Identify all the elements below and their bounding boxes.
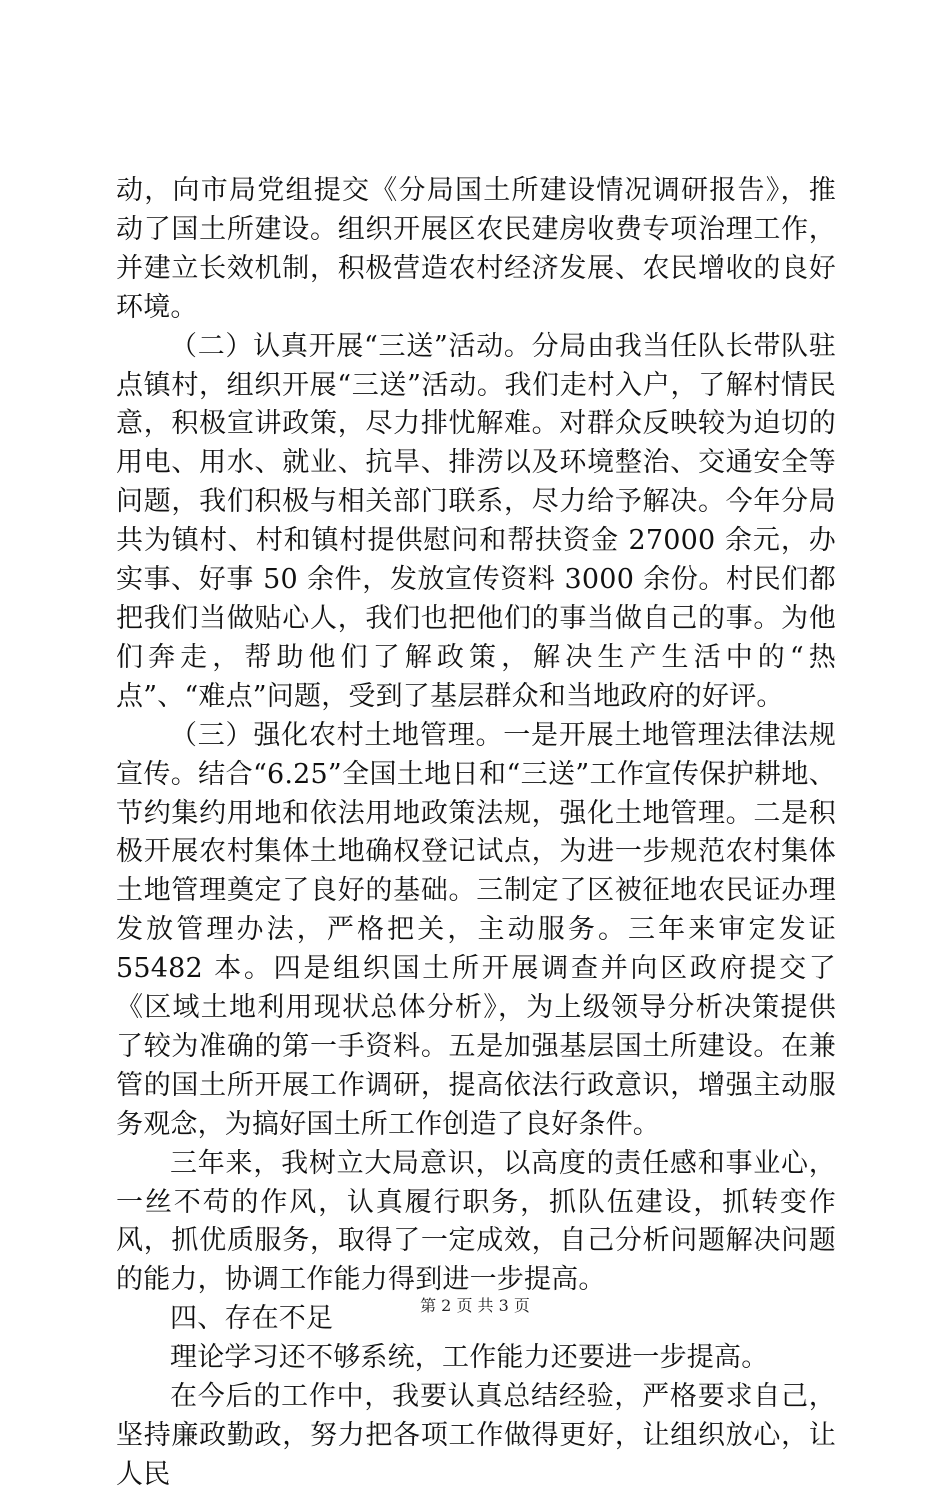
section-heading-shortcomings: 四、存在不足	[170, 1303, 334, 1335]
paragraph-continuation: 动，向市局党组提交《分局国土所建设情况调研报告》，推动了国土所建设。组织开展区农民建房收费专项治理工作，并建立长效机制，积极营造农村经济发展、农民增收的良好环境。	[116, 175, 836, 323]
paragraph-three-send-activity: （二）认真开展“三送”活动。分局由我当任队长带队驻点镇村，组织开展“三送”活动。我们走村入户，了解村情民意，积极宣讲政策，尽力排忧解难。对群众反映较为迫切的用电、用水、就业、抗旱、排涝以及环境整治、交通安全等问题，我们积极与相关部门联系，尽力给予解决。今年分局共为镇村、村和镇村提供慰问和帮扶资金 27000 余元，办实事、好事 50 余件，发放宣传资料 3000 余份。村民们都把我们当做贴心人，我们也把他们的事当做自己的事。为他们奔走，帮助他们了解政策，解决生产生活中的“热点”、“难点”问题，受到了基层群众和当地政府的好评。	[116, 330, 836, 712]
paragraph-shortcomings: 理论学习还不够系统，工作能力还要进一步提高。	[170, 1342, 769, 1374]
page-footer: 第 2 页 共 3 页	[420, 1296, 530, 1315]
paragraph-three-year-summary: 三年来，我树立大局意识，以高度的责任感和事业心，一丝不苟的作风，认真履行职务，抓队伍建设，抓转变作风，抓优质服务，取得了一定成效，自己分析问题解决问题的能力，协调工作能力得到进一步提高。	[116, 1147, 836, 1296]
paragraph-rural-land-management: （三）强化农村土地管理。一是开展土地管理法律法规宣传。结合“6.25”全国土地日和“三送”工作宣传保护耕地、节约集约用地和依法用地政策法规，强化土地管理。二是积极开展农村集体土地确权登记试点，为进一步规范农村集体土地管理奠定了良好的基础。三制定了区被征地农民证办理发放管理办法，严格把关，主动服务。三年来审定发证 55482 本。四是组织国土所开展调查并向区政府提交了《区域土地利用现状总体分析》，为上级领导分析决策提供了较为准确的第一手资料。五是加强基层国土所建设。在兼管的国土所开展工作调研，提高依法行政意识，增强主动服务观念，为搞好国土所工作创造了良好条件。	[116, 719, 836, 1140]
paragraph-future-work: 在今后的工作中，我要认真总结经验，严格要求自己，坚持廉政勤政，努力把各项工作做得更好，让组织放心，让人民	[116, 1381, 836, 1490]
